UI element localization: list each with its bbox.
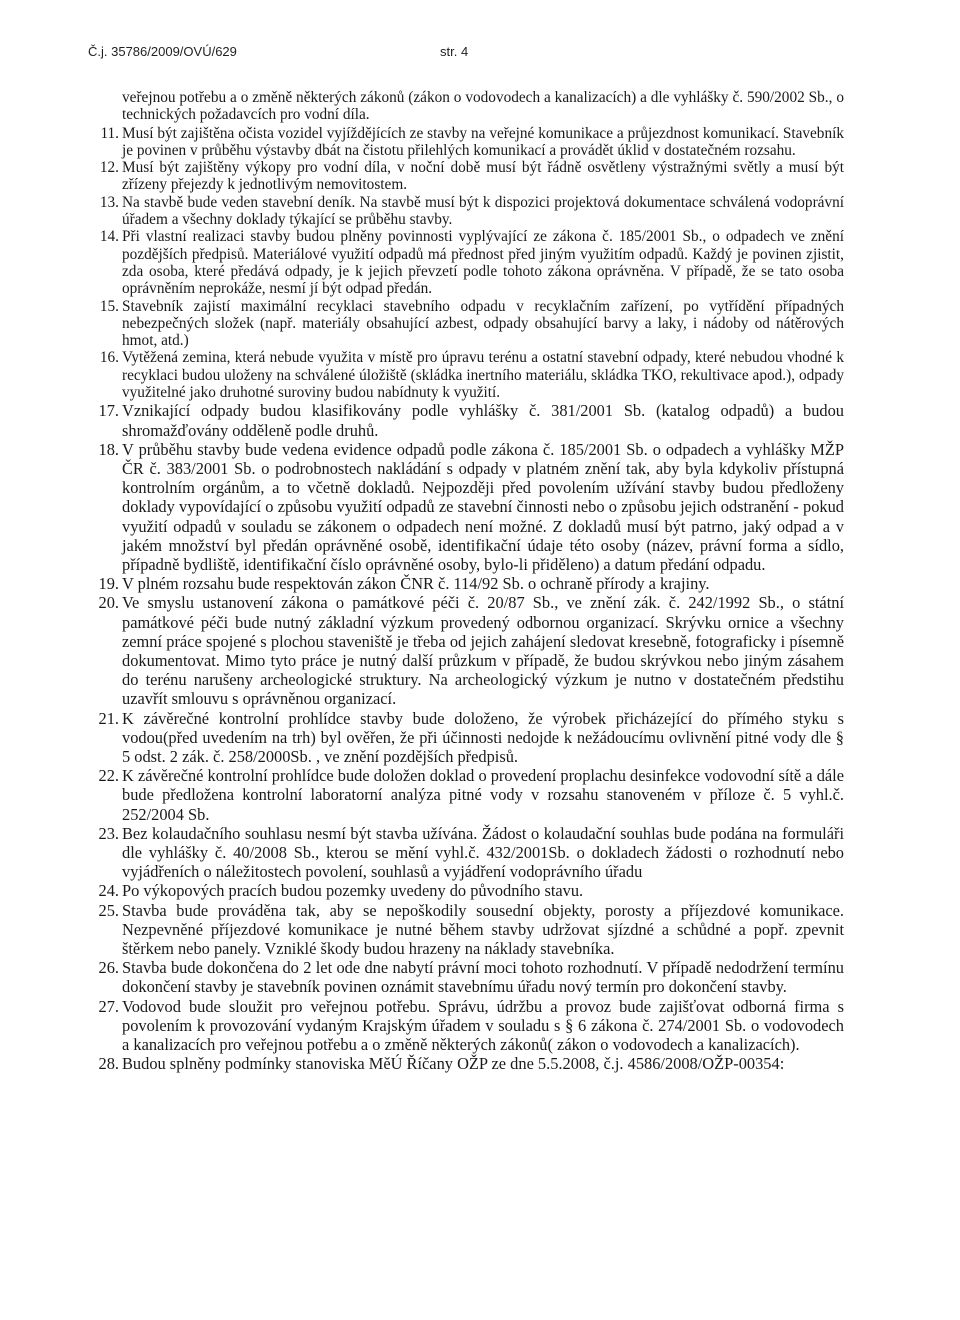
item-number: 22.: [98, 766, 119, 786]
item-text: V průběhu stavby bude vedena evidence odpadů podle zákona č. 185/2001 Sb. o odpadech a vyhlášky MŽP ČR č. 383/2001 Sb. o podrobnostech nakládání s odpady v platném znění tak, aby byla kdykoliv přístupná kontrolním orgánům, a to včetně dokladů. Nejpozději před povolením užívání stavby budou předloženy doklady vypovídající o způsobu využití odpadů ze stavební činnosti nebo o způsobu jejich odstranění - pokud využití odpadů v souladu se zákonem o odpadech není možné. Z dokladů musí být patrno, jaký odpad a v jakém množství byl předán oprávněné osobě, identifikační údaje této osoby (název, právní forma a sídlo, případně bydliště, identifikační číslo oprávněné osoby, bylo-li přiděleno) a datum předání odpadu.: [122, 439, 844, 574]
item-text: Musí být zajištěna očista vozidel vyjíždějících ze stavby na veřejné komunikace a průjezdnost komunikací. Stavebník je povinen v průběhu výstavby dbát na čistotu přilehlých komunikací a provádět úklid v dostatečném rozsahu.: [122, 124, 844, 159]
list-item: [84, 349, 844, 401]
item-text: K závěrečné kontrolní prohlídce bude doložen doklad o provedení proplachu desinfekce vodovodní sítě a dále bude předložena kontrolní laboratorní analýza pitné vody v rozsahu stanoveném v příloze č. 5 vyhl.č. 252/2004 Sb.: [122, 766, 844, 824]
item-number: 26.: [98, 958, 119, 978]
item-number: 23.: [98, 823, 119, 843]
list-item: [84, 194, 844, 229]
continued-paragraph: veřejnou potřebu a o změně některých zákonů (zákon o vodovodech a kanalizacích) a dle vyhlášky č. 590/2002 Sb., o technických požadavcích pro vodní díla.: [122, 89, 844, 124]
item-number: 25.: [98, 900, 119, 920]
list-item: [84, 901, 844, 959]
item-number: 13.: [99, 193, 119, 211]
item-number: 27.: [98, 996, 119, 1016]
item-number: 19.: [98, 574, 119, 594]
item-text: Vznikající odpady budou klasifikovány podle vyhlášky č. 381/2001 Sb. (katalog odpadů) a budou shromažďovány odděleně podle druhů.: [122, 401, 844, 440]
list-item: [84, 159, 844, 194]
item-number: 11.: [100, 124, 119, 142]
item-number: 12.: [99, 159, 119, 177]
item-number: 15.: [99, 297, 119, 315]
item-text: Budou splněny podmínky stanoviska MěÚ Říčany OŽP ze dne 5.5.2008, č.j. 4586/2008/OŽP-00354:: [122, 1054, 785, 1074]
reference-number: Č.j. 35786/2009/OVÚ/629: [88, 44, 237, 59]
list-item: [84, 574, 844, 593]
list-item: [84, 824, 844, 882]
list-item: [84, 709, 844, 767]
item-text: Bez kolaudačního souhlasu nesmí být stavba užívána. Žádost o kolaudační souhlas bude podána na formuláři dle vyhlášky č. 40/2008 Sb., kterou se mění vyhl.č. 432/2001Sb. o dokladech žádosti o rozhodnutí nebo vyjádřeních o náležitostech povolení, souhlasů a vyjádření vodoprávního úřadu: [122, 823, 844, 882]
page-number: str. 4: [440, 44, 469, 59]
list-item: [84, 593, 844, 708]
list-item: [84, 881, 844, 900]
item-number: 18.: [98, 439, 119, 459]
item-number: 20.: [98, 593, 119, 613]
item-text: Ve smyslu ustanovení zákona o památkové péči č. 20/87 Sb., ve znění zák. č. 242/1992 Sb., o státní památkové péči bude nutný základní výzkum provedený odbornou organizací. Skrývku ornice a všechny zemní práce spojené s plochou staveniště je třeba od jejich zahájení sledovat kresebně, fotograficky i písemně dokumentovat. Mimo tyto práce je nutný další průzkum v případě, že budou skrývkou nebo jiným zásahem do terénu narušeny archeologické struktury. Na archeologický výzkum je nutno v dostatečném předstihu uzavřít smlouvu s oprávněnou organizací.: [122, 593, 844, 709]
item-text: Vodovod bude sloužit pro veřejnou potřebu. Správu, údržbu a provoz bude zajišťovat odborná firma s povolením k provozování vydaným Krajským úřadem v souladu s § 6 zákona č. 274/2001 Sb. o vodovodech a kanalizacích pro veřejnou potřebu a o změně některých zákonů( zákon o vodovodech a kanalizacích).: [122, 996, 844, 1055]
item-text: Po výkopových pracích budou pozemky uvedeny do původního stavu.: [122, 881, 584, 901]
item-text: Musí být zajištěny výkopy pro vodní díla, v noční době musí být řádně osvětleny výstražnými světly a musí být zřízeny přejezdy k jednotlivým nemovitostem.: [122, 159, 844, 194]
item-number: 21.: [98, 708, 119, 728]
list-item: [84, 228, 844, 297]
item-number: 16.: [99, 349, 119, 367]
item-text: K závěrečné kontrolní prohlídce stavby bude doloženo, že výrobek přicházející do přímého styku s vodou(před uvedením na trh) byl ověřen, že při účinnosti nedojde k nežádoucímu ovlivnění pitné vody dle § 5 odst. 2 zák. č. 258/2000Sb. , ve znění pozdějších předpisů.: [122, 708, 844, 766]
list-item: [84, 1054, 844, 1073]
item-text: Stavba bude prováděna tak, aby se nepoškodily sousední objekty, porosty a příjezdové komunikace. Nezpevněné příjezdové komunikace je nutné během stavby udržovat sjízdné a schůdné a popř. zpevnit štěrkem nebo panely. Vzniklé škody budou hrazeny na náklady stavebníka.: [122, 900, 844, 959]
list-item: [84, 401, 844, 439]
list-item: [84, 440, 844, 574]
item-text: Na stavbě bude veden stavební deník. Na stavbě musí být k dispozici projektová dokumentace schválená vodoprávní úřadem a všechny doklady týkající se průběhu stavby.: [122, 193, 844, 229]
list-item: [84, 997, 844, 1055]
document-body: [84, 89, 844, 1073]
item-text: Při vlastní realizaci stavby budou plněny povinnosti vyplývající ze zákona č. 185/2001 Sb., o odpadech ve znění pozdějších předpisů. Materiálové využití odpadů má přednost před jiným využitím odpadů. Každý je povinen zjistit, zda osoba, které předává odpady, je k jejich převzetí podle tohoto zákona oprávněna. V případě, že se tato osoba oprávněním neprokáže, nesmí jí být odpad předán.: [122, 228, 844, 298]
item-number: 14.: [99, 228, 119, 246]
list-item: [84, 298, 844, 350]
item-text: Stavba bude dokončena do 2 let ode dne nabytí právní moci tohoto rozhodnutí. V případě nedodržení termínu dokončení stavby je stavebník povinen oznámit stavebnímu úřadu nový termín pro dokončení stavby.: [122, 958, 844, 997]
item-text: Vytěžená zemina, která nebude využita v místě pro úpravu terénu a ostatní stavební odpady, které nebudou vhodné k recyklaci budou uloženy na schválené úložiště (skládka inertního materiálu, skládka TKO, rekultivace apod.), odpady využitelné jako druhotné suroviny budou nabídnuty k využití.: [122, 349, 844, 402]
item-text: V plném rozsahu bude respektován zákon ČNR č. 114/92 Sb. o ochraně přírody a krajiny.: [122, 574, 710, 594]
item-number: 24.: [98, 881, 119, 901]
list-item: [84, 125, 844, 160]
list-item: [84, 766, 844, 824]
list-item: [84, 958, 844, 996]
item-text: Stavebník zajistí maximální recyklaci stavebního odpadu v recyklačním zařízení, po vytřídění případných nebezpečných složek (např. materiály obsahující azbest, odpady obsahující barvy a laky, i nádoby od nátěrových hmot, atd.): [122, 297, 844, 350]
item-number: 17.: [98, 401, 119, 421]
item-number: 28.: [98, 1054, 119, 1074]
